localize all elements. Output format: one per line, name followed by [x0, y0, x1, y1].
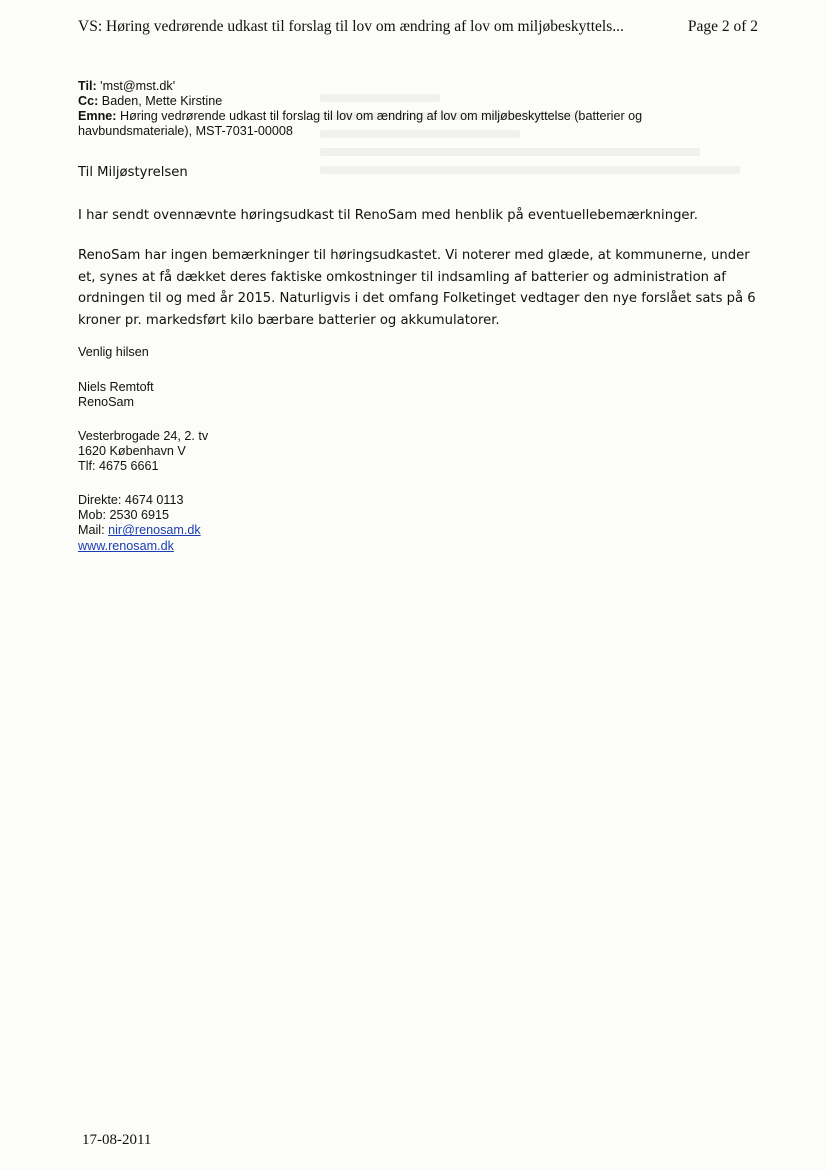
mail-label: Mail:	[78, 523, 105, 538]
cc-label: Cc:	[78, 94, 99, 108]
email-meta	[78, 79, 758, 139]
mail-link[interactable]: nir@renosam.dk	[108, 523, 201, 538]
city: 1620 København V	[78, 444, 186, 459]
web-line	[78, 539, 478, 554]
salutation: Til Miljøstyrelsen	[78, 165, 188, 180]
cc-line	[78, 94, 758, 109]
subject-value: Høring vedrørende udkast til forslag til lov om ændring af lov om miljøbeskyttelse (batterier og havbundsmateriale), MST-7031-00008	[78, 109, 643, 138]
contact-block	[78, 493, 478, 554]
to-label: Til:	[78, 79, 97, 93]
direct-phone: Direkte: 4674 0113	[78, 493, 184, 507]
subject-label: Emne:	[78, 109, 117, 123]
subject-line	[78, 109, 758, 139]
cc-value: Baden, Mette Kirstine	[101, 94, 223, 108]
signer-name: Niels Remtoft	[78, 380, 154, 394]
phone: Tlf: 4675 6661	[78, 459, 159, 474]
paragraph-2: RenoSam har ingen bemærkninger til høringsudkastet. Vi noterer med glæde, at kommunerne, under et, synes at få dækket deres faktiske omkostninger til indsamling af batterier og administration af ordningen til og med år 2015. Naturligvis i det omfang Folketinget vedtager den nye forslået sats på 6 kroner pr. markedsført kilo bærbare batterier og akkumulatorer.	[78, 248, 756, 328]
address-block	[78, 429, 478, 475]
web-link[interactable]: www.renosam.dk	[78, 538, 174, 553]
signer-org: RenoSam	[78, 395, 135, 410]
header-page-number: Page 2 of 2	[687, 18, 758, 35]
header-title: VS: Høring vedrørende udkast til forslag til lov om ændring af lov om miljøbeskyttels...	[78, 18, 624, 35]
to-line	[78, 79, 758, 94]
print-header	[78, 18, 758, 36]
signature-name-block	[78, 380, 478, 410]
street: Vesterbrogade 24, 2. tv	[78, 429, 209, 443]
to-value: 'mst@mst.dk'	[100, 79, 176, 93]
mobile-phone: Mob: 2530 6915	[78, 508, 170, 523]
paragraph-1: I har sendt ovennævnte høringsudkast til RenoSam med henblik på eventuellebemærkninger.	[78, 208, 698, 223]
mail-line	[78, 523, 478, 538]
footer-date: 17-08-2011	[82, 1132, 152, 1148]
closing: Venlig hilsen	[78, 345, 149, 359]
